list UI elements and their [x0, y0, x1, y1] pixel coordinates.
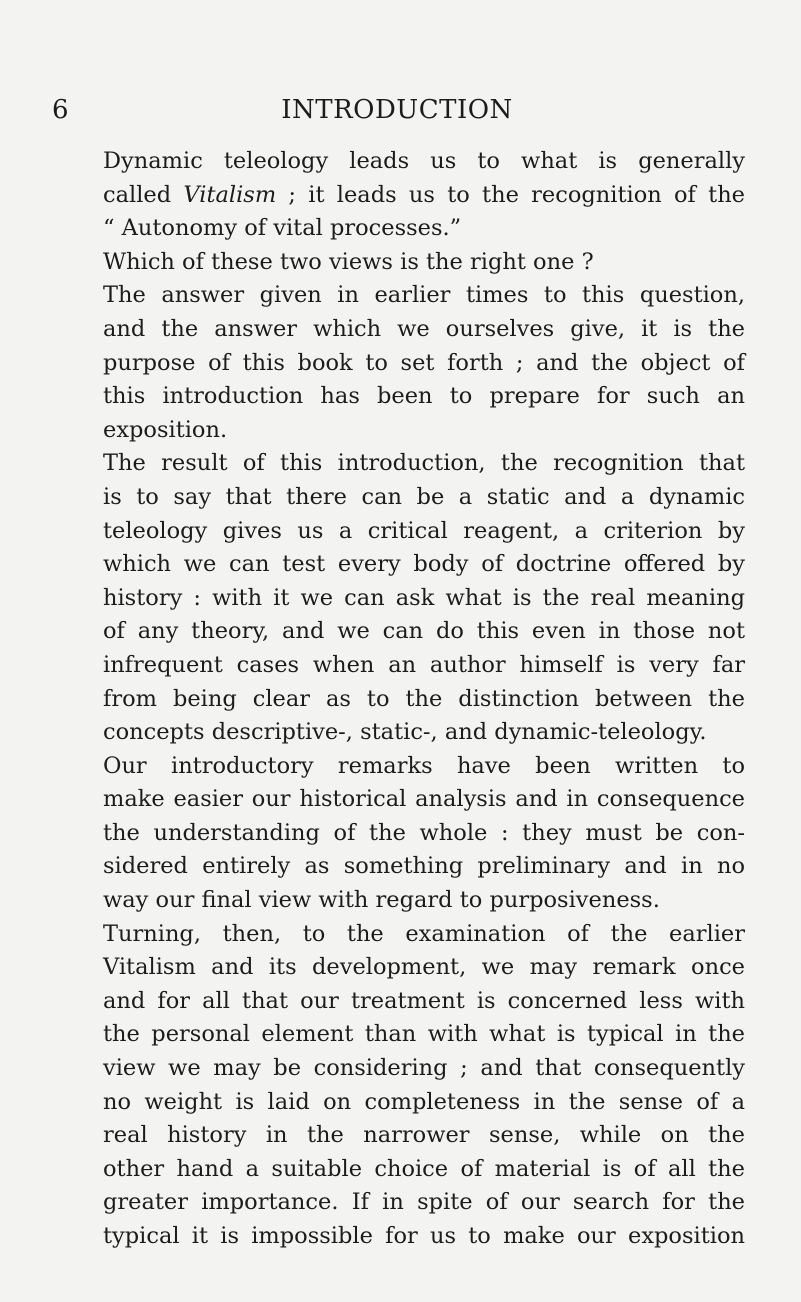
- text-line: Turning, then, to the examination of the earlier: [103, 920, 745, 947]
- text-line: Dynamic teleology leads us to what is generally: [103, 148, 745, 174]
- text-line: teleology gives us a critical reagent, a criterion by: [103, 517, 745, 544]
- text-segment: called: [103, 181, 184, 208]
- text-line: infrequent cases when an author himself is very far: [103, 651, 745, 678]
- text-line: Which of these two views is the right one ?: [103, 248, 594, 275]
- text-line: Vitalism and its development, we may remark once: [103, 954, 745, 981]
- text-line: of any theory, and we can do this even in those not: [103, 618, 745, 645]
- text-line: other hand a suitable choice of material is of all the: [103, 1155, 745, 1182]
- page-number: 6: [52, 95, 70, 125]
- text-line: make easier our historical analysis and in consequence: [103, 786, 745, 813]
- text-line: the understanding of the whole : they must be con-: [103, 819, 745, 846]
- text-line: from being clear as to the distinction between the: [103, 685, 745, 712]
- text-line: history : with it we can ask what is the real meaning: [103, 584, 745, 611]
- text-line: sidered entirely as something preliminary and in no: [103, 853, 745, 880]
- text-line: typical it is impossible for us to make our exposition: [103, 1223, 745, 1249]
- text-line: purpose of this book to set forth ; and the object of: [103, 349, 745, 376]
- text-line: no weight is laid on completeness in the sense of a: [103, 1088, 745, 1115]
- text-line: and for all that our treatment is concerned less with: [103, 987, 745, 1014]
- text-line: which we can test every body of doctrine offered by: [103, 551, 745, 578]
- text-line: greater importance. If in spite of our search for the: [103, 1189, 745, 1216]
- text-line: the personal element than with what is typical in the: [103, 1021, 745, 1048]
- text-line: way our final view with regard to purposiveness.: [103, 887, 660, 914]
- text-line: Our introductory remarks have been written to: [103, 752, 745, 779]
- text-line: “ Autonomy of vital processes.”: [103, 215, 462, 242]
- text-segment: ; it leads us to the recognition of the: [276, 181, 745, 208]
- text-line: The result of this introduction, the recognition that: [103, 450, 745, 477]
- text-line: and the answer which we ourselves give, it is the: [103, 315, 745, 342]
- text-line: real history in the narrower sense, while on the: [103, 1122, 745, 1149]
- body-text: [103, 145, 745, 1254]
- running-title: INTRODUCTION: [281, 95, 513, 125]
- text-line: is to say that there can be a static and a dynamic: [103, 483, 745, 510]
- text-line: The answer given in earlier times to this question,: [103, 282, 745, 309]
- text-line: view we may be considering ; and that consequently: [103, 1055, 745, 1082]
- text-line: this introduction has been to prepare for such an: [103, 383, 745, 410]
- running-head: [52, 90, 742, 130]
- text-line: exposition.: [103, 416, 228, 443]
- italic-term: Vitalism: [183, 181, 277, 208]
- text-line: [103, 179, 745, 213]
- text-line: concepts descriptive-, static-, and dynamic-teleology.: [103, 719, 707, 746]
